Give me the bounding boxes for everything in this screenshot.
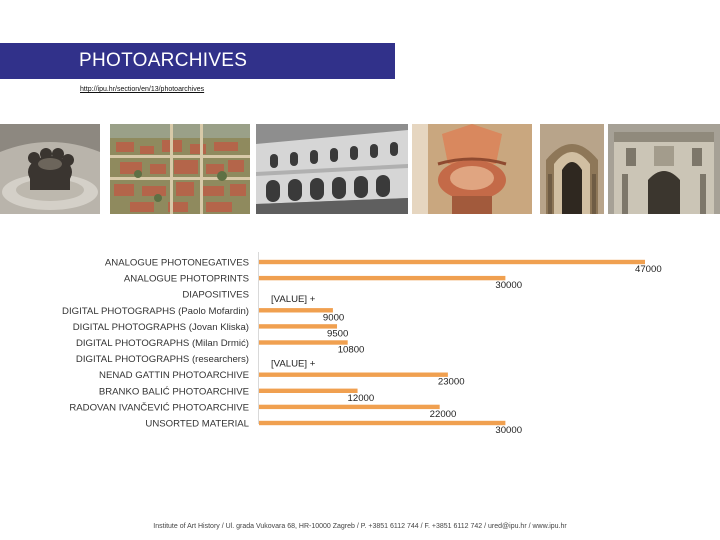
data-labels (271, 264, 662, 436)
category-label-analogue-photonegatives: ANALOGUE PHOTONEGATIVES (104, 257, 249, 269)
category-label-digital-photographs-researchers: DIGITAL PHOTOGRAPHS (researchers) (75, 354, 249, 366)
bar-digital-photographs-jovan-kliska (259, 324, 337, 328)
category-label-branko-bali-photoarchive: BRANKO BALIĆ PHOTOARCHIVE (98, 386, 249, 398)
category-label-diapositives: DIAPOSITIVES (182, 289, 249, 301)
category-labels (62, 258, 250, 430)
category-label-analogue-photoprints: ANALOGUE PHOTOPRINTS (123, 273, 249, 285)
category-label-digital-photographs-milan-drmi: DIGITAL PHOTOGRAPHS (Milan Drmić) (75, 338, 249, 349)
carved-portal-photo (540, 124, 604, 214)
bar-digital-photographs-milan-drmi (259, 340, 348, 344)
bar-digital-photographs-paolo-mofardin (259, 308, 333, 312)
data-label-analogue-photonegatives: 47000 (635, 264, 662, 275)
data-label-branko-bali-photoarchive: 12000 (347, 392, 375, 404)
city-gate-photo (608, 124, 720, 214)
data-label-digital-photographs-milan-drmi: 10800 (337, 344, 365, 356)
title-banner (0, 43, 395, 79)
data-label-analogue-photoprints: 30000 (495, 280, 523, 292)
bar-unsorted-material (259, 421, 505, 425)
data-label-digital-photographs-paolo-mofardin: 9000 (322, 312, 345, 324)
category-label-digital-photographs-paolo-mofardin: DIGITAL PHOTOGRAPHS (Paolo Mofardin) (62, 305, 249, 317)
data-label-diapositives: [VALUE] + (271, 294, 316, 306)
aerial-city-photo (110, 124, 250, 214)
palace-facade-photo (256, 124, 408, 214)
footer-contact: Institute of Art History / Ul. grada Vukovara 68, HR-10000 Zagreb / P. +3851 6112 744 / F. +3851 6112 742 / ured@ipu.hr / www.ipu.hr (153, 523, 567, 530)
bar-radovan-ivan-evi-photoarchive (259, 405, 440, 409)
bar-nenad-gattin-photoarchive (259, 373, 448, 377)
page-title: PHOTOARCHIVES (79, 50, 248, 71)
bar-analogue-photoprints (259, 276, 505, 280)
data-label-radovan-ivan-evi-photoarchive: 22000 (429, 408, 457, 420)
photo-strip (0, 124, 720, 214)
category-label-nenad-gattin-photoarchive: NENAD GATTIN PHOTOARCHIVE (99, 370, 249, 382)
category-label-digital-photographs-jovan-kliska: DIGITAL PHOTOGRAPHS (Jovan Kliska) (72, 321, 249, 333)
bar-branko-bali-photoarchive (259, 389, 358, 393)
bars (259, 260, 645, 425)
stone-relief-photo (412, 124, 532, 214)
fountain-sculpture-photo (0, 124, 100, 214)
data-label-digital-photographs-researchers: [VALUE] + (271, 358, 316, 370)
category-label-unsorted-material: UNSORTED MATERIAL (145, 418, 249, 430)
category-label-radovan-ivan-evi-photoarchive: RADOVAN IVANČEVIĆ PHOTOARCHIVE (69, 402, 249, 414)
data-label-nenad-gattin-photoarchive: 23000 (437, 376, 465, 388)
bar-analogue-photonegatives (259, 260, 645, 264)
archive-bar-chart (0, 248, 720, 436)
archive-link[interactable]: http://ipu.hr/section/en/13/photoarchives (80, 86, 205, 93)
data-label-digital-photographs-jovan-kliska: 9500 (327, 328, 349, 340)
data-label-unsorted-material: 30000 (495, 425, 523, 436)
